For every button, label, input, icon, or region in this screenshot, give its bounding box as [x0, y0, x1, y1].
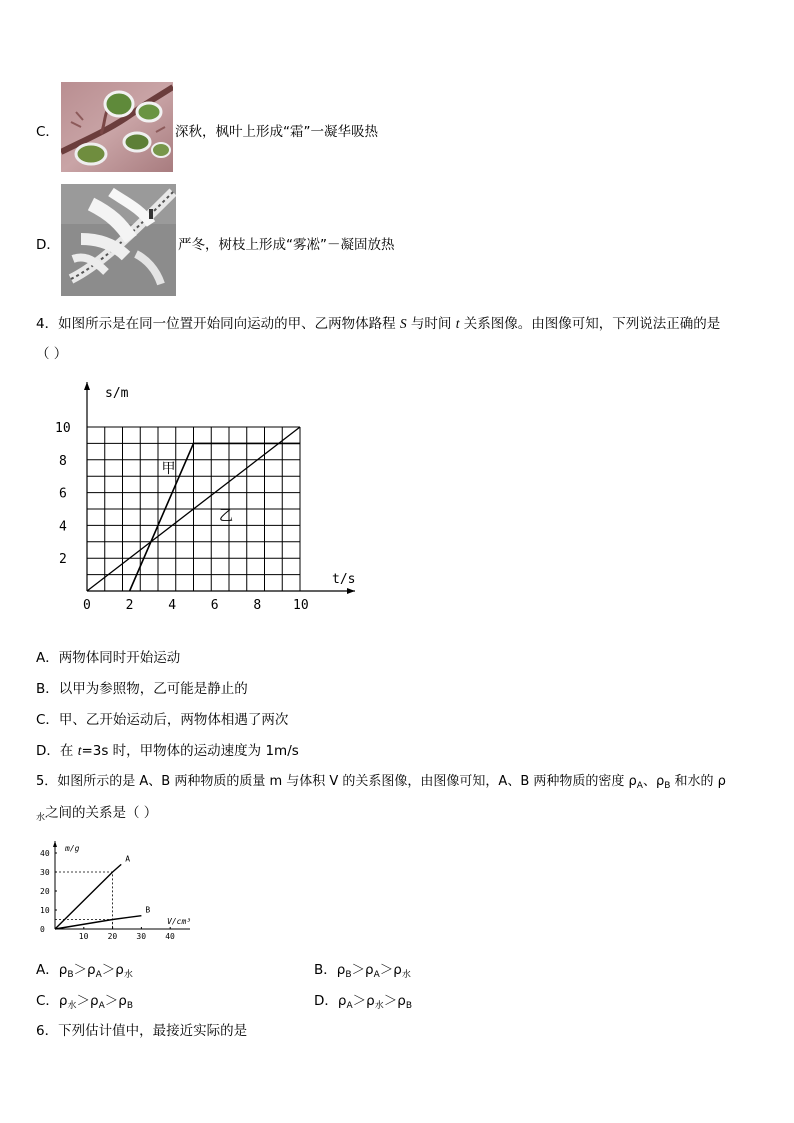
- option-c-letter: C．: [36, 124, 59, 140]
- y-axis-label: m/g: [65, 844, 80, 853]
- x-tick-label: 10: [293, 598, 309, 613]
- q4-stem-part3: 关系图像。由图像可知，下列说法正确的是: [459, 316, 721, 332]
- series-label-yi: 乙: [219, 508, 234, 525]
- q4-option-d-var: t: [77, 743, 82, 758]
- q5-option-a-gt1: ＞ρ: [73, 962, 96, 978]
- q4-option-b: B．以甲为参照物，乙可能是静止的: [36, 681, 248, 697]
- q4-stem-part1: 4．如图所示是在同一位置开始同向运动的甲、乙两物体路程: [36, 316, 400, 332]
- series-line-jia: [130, 443, 300, 591]
- q5-option-b-sub2: A: [373, 970, 380, 980]
- y-tick-label: 6: [59, 486, 67, 502]
- q4-stem-part2: 与时间: [406, 316, 456, 332]
- option-c-text: 深秋，枫叶上形成“霜”一凝华吸热: [175, 124, 378, 140]
- rime-branch-photo: [61, 184, 176, 296]
- q5-option-a-sub2: A: [95, 970, 102, 980]
- q4-option-d-part1: D．在: [36, 743, 78, 759]
- question-5-stem: [36, 770, 726, 791]
- x-axis-label: t/s: [332, 572, 356, 587]
- q5-option-c-pre: C．ρ: [36, 993, 68, 1009]
- y-tick-label: 30: [40, 868, 50, 877]
- q5-option-b-gt1: ＞ρ: [351, 962, 374, 978]
- x-tick-label: 6: [210, 598, 219, 613]
- y-tick-label: 10: [40, 906, 50, 915]
- y-tick-label: 0: [40, 925, 45, 934]
- y-tick-label: 40: [40, 849, 50, 858]
- q5-option-b-pre: B．ρ: [314, 962, 346, 978]
- q5-option-c-gt1: ＞ρ: [76, 993, 99, 1009]
- x-tick-label: 30: [136, 932, 147, 941]
- q5-option-b: [314, 958, 411, 980]
- q5-option-b-sub3: 水: [401, 970, 411, 980]
- q5-option-a-sub3: 水: [123, 970, 133, 980]
- q5-option-c-sub2: A: [98, 1001, 105, 1011]
- mass-volume-chart: [30, 834, 200, 944]
- x-tick-label: 40: [165, 932, 175, 941]
- x-axis-arrow: [347, 588, 355, 594]
- q5-option-a-pre: A．ρ: [36, 962, 68, 978]
- q5-option-c-gt2: ＞ρ: [104, 993, 127, 1009]
- distance-time-chart: [40, 370, 380, 620]
- x-tick-label: 2: [125, 598, 134, 613]
- q5-option-d-sub2: 水: [374, 1001, 384, 1011]
- x-axis-label: V/cm³: [167, 917, 192, 926]
- x-tick-label: 4: [168, 598, 177, 613]
- q5-stem-part3: 之间的关系是（ ）: [45, 805, 158, 821]
- q5-option-b-gt2: ＞ρ: [379, 962, 402, 978]
- q4-answer-bracket: （ ）: [36, 346, 68, 362]
- y-tick-label: 8: [59, 453, 67, 469]
- y-axis-arrow: [84, 382, 90, 390]
- x-tick-label: 10: [78, 932, 89, 941]
- q5-option-d-gt2: ＞ρ: [383, 993, 406, 1009]
- y-tick-label: 20: [40, 887, 50, 896]
- q5-option-d-sub1: A: [346, 1001, 353, 1011]
- x-tick-label: 8: [253, 598, 262, 613]
- y-axis-arrow: [53, 841, 57, 847]
- q5-option-c-sub3: B: [126, 1001, 134, 1011]
- q5-option-a-sub1: B: [67, 970, 74, 980]
- x-tick-label: 20: [107, 932, 118, 941]
- q4-var-t: t: [455, 316, 460, 331]
- q5-stem-part2: 和水的 ρ: [670, 774, 726, 789]
- x-tick-label: 0: [83, 598, 91, 613]
- y-tick-label: 10: [55, 421, 71, 436]
- q5-option-d-gt1: ＞ρ: [352, 993, 375, 1009]
- q4-option-d-part2: =3s 时，甲物体的运动速度为 1m/s: [81, 743, 299, 759]
- option-d-letter: D．: [36, 237, 60, 253]
- q5-option-c-sub1: 水: [67, 1001, 77, 1011]
- y-axis-label: s/m: [105, 386, 129, 401]
- question-5-stem-line2: [36, 801, 157, 823]
- q5-option-a: [36, 958, 133, 980]
- series-line-b: [55, 916, 141, 929]
- q5-option-d: [314, 989, 412, 1011]
- q5-option-d-sub3: B: [405, 1001, 412, 1011]
- q4-option-c: C．甲、乙开始运动后，两物体相遇了两次: [36, 712, 289, 728]
- y-tick-label: 4: [59, 519, 67, 535]
- q5-option-a-gt2: ＞ρ: [101, 962, 124, 978]
- q4-var-s: S: [399, 316, 407, 331]
- q5-sub-a: A: [636, 781, 643, 791]
- series-label-a: A: [125, 854, 131, 864]
- q5-stem-part1: 5．如图所示的是 A、B 两种物质的质量 m 与体积 V 的关系图像，由图像可知，A、B 两种物质的密度 ρ: [36, 774, 637, 789]
- series-label-jia: 甲: [161, 460, 176, 477]
- series-label-b: B: [145, 905, 151, 915]
- q5-stem-mid: 、ρ: [642, 774, 665, 789]
- question-6-stem: 6．下列估计值中，最接近实际的是: [36, 1023, 248, 1039]
- y-tick-label: 2: [59, 552, 67, 568]
- q5-option-d-pre: D．ρ: [314, 993, 347, 1009]
- frost-leaf-photo: [61, 82, 173, 172]
- option-d-text: 严冬，树枝上形成“雾凇”－凝固放热: [178, 237, 395, 253]
- q5-option-b-sub1: B: [345, 970, 352, 980]
- q5-option-c: [36, 989, 133, 1011]
- question-4-stem: [36, 312, 720, 332]
- q5-sub-b: B: [664, 781, 671, 791]
- q5-sub-water: 水: [36, 813, 46, 823]
- q4-option-d: [36, 739, 299, 759]
- q4-option-a: A．两物体同时开始运动: [36, 650, 181, 666]
